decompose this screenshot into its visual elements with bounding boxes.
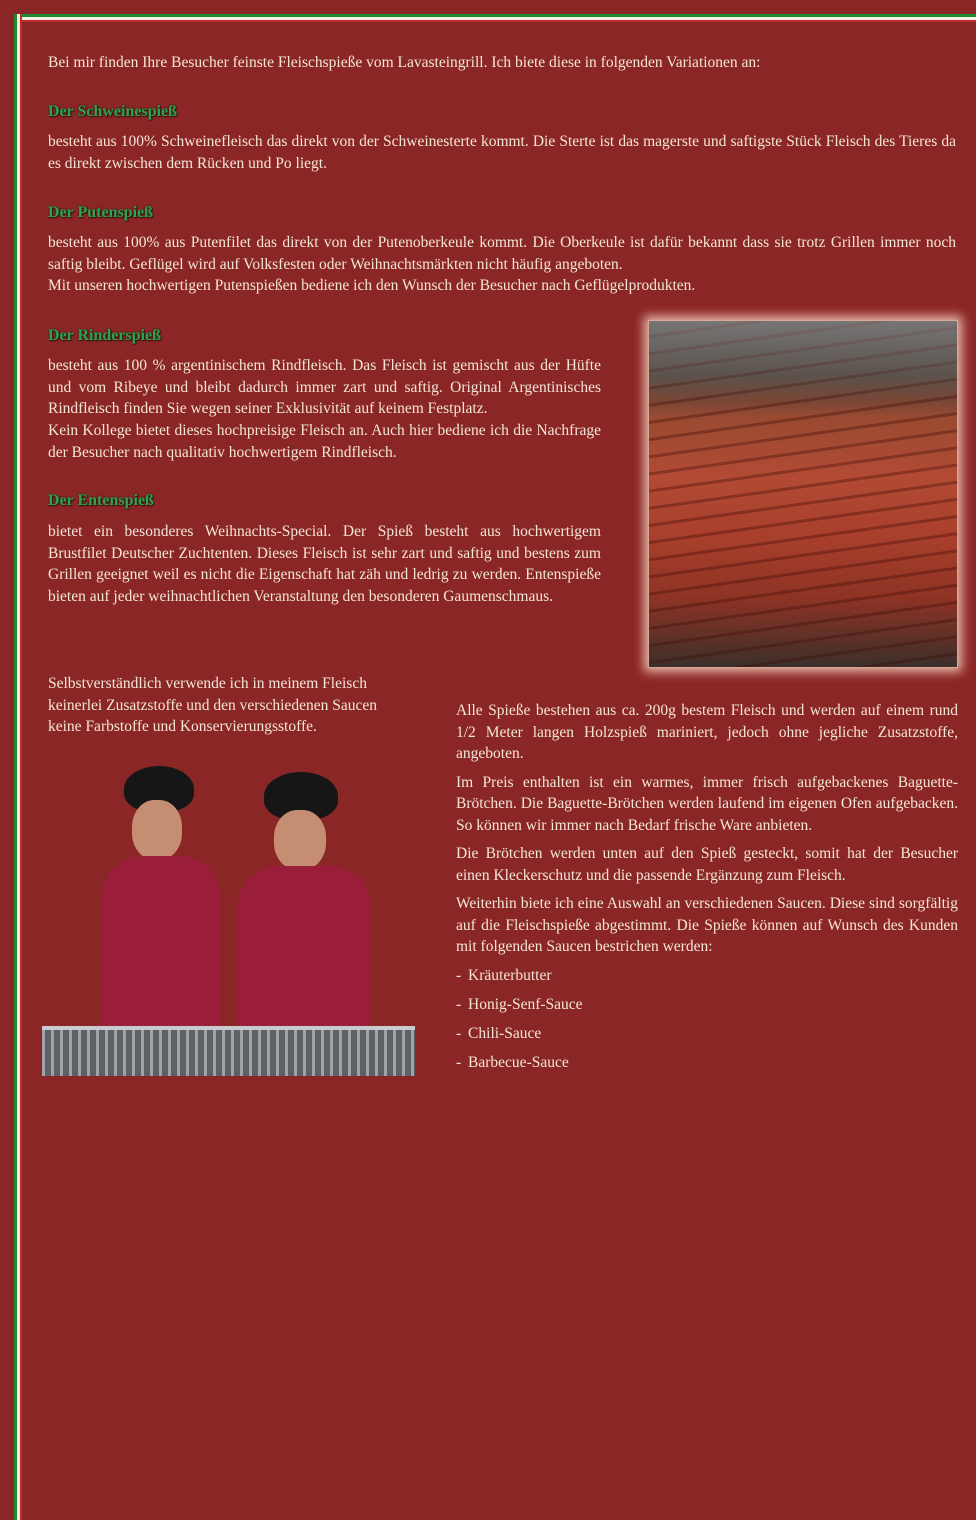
details-paragraph: Weiterhin biete ich eine Auswahl an verschiedenen Saucen. Diese sind sorgfältig auf die Fleischspieße abgestimmt. Die Spieße können auf Wunsch des Kunden mit folgenden Saucen bestrichen werden: — [456, 895, 958, 955]
chefs-photo — [42, 760, 415, 1072]
text-rinderspiess: besteht aus 100 % argentinischem Rindfleisch. Das Fleisch ist gemischt aus der Hüfte und vom Ribeye und bleibt dadurch immer zart und saftig. Original Argentinisches Rindfleisch finden Sie wegen seiner Exklusivität auf keinem Festplatz. — [48, 357, 601, 417]
details-paragraph: Alle Spieße bestehen aus ca. 200g bestem Fleisch und werden auf einem rund 1/2 Meter langen Holzspieß mariniert, jedoch ohne jegliche Zusatzstoffe, angeboten. — [456, 702, 958, 762]
list-item: - Honig-Senf-Sauce — [456, 994, 958, 1016]
skewers-grill-photo — [648, 320, 958, 668]
text-putenspiess-2: Mit unseren hochwertigen Putenspießen bediene ich den Wunsch der Besucher nach Geflügelprodukten. — [48, 277, 696, 294]
sauce-list — [456, 965, 958, 1074]
flag-border-left — [0, 14, 22, 1520]
grill-rack — [42, 1026, 415, 1076]
details-paragraph: Die Brötchen werden unten auf den Spieß gesteckt, somit hat der Besucher einen Kleckerschutz und die passende Ergänzung zum Fleisch. — [456, 845, 958, 884]
details-column — [456, 700, 958, 1081]
list-item: - Kräuterbutter — [456, 965, 958, 987]
list-item: - Barbecue-Sauce — [456, 1052, 958, 1074]
intro-text: Bei mir finden Ihre Besucher feinste Fleischspieße vom Lavasteingrill. Ich biete diese in folgenden Variationen an: — [48, 54, 761, 71]
text-rinderspiess-2: Kein Kollege bietet dieses hochpreisige Fleisch an. Auch hier bediene ich die Nachfrage der Besucher nach qualitativ hochwertigem Rindfleisch. — [48, 422, 601, 461]
text-putenspiess: besteht aus 100% aus Putenfilet das direkt von der Putenoberkeule kommt. Die Oberkeule ist dafür bekannt dass sie trotz Grillen immer noch saftig bleibt. Geflügel wird auf Volksfesten oder Weihnachtsmärkten nicht häufig angeboten. — [48, 234, 956, 273]
heading-putenspiess: Der Putenspieß — [48, 204, 154, 221]
heading-rinderspiess: Der Rinderspieß — [48, 327, 162, 344]
heading-schweinespiess: Der Schweinespieß — [48, 103, 178, 120]
list-item: - Chili-Sauce — [456, 1023, 958, 1045]
additives-note: Selbstverständlich verwende ich in meinem Fleisch keinerlei Zusatzstoffe und den verschiedenen Saucen keine Farbstoffe und Konservierungsstoffe. — [48, 675, 377, 735]
text-schweinespiess: besteht aus 100% Schweinefleisch das direkt von der Schweinesterte kommt. Die Sterte ist das magerste und saftigste Stück Fleisch des Tieres da es direkt zwischen dem Rücken und Po liegt. — [48, 133, 956, 172]
details-paragraph: Im Preis enthalten ist ein warmes, immer frisch aufgebackenes Baguette-Brötchen. Die Baguette-Brötchen werden laufend im eigenen Ofen aufgebacken. So können wir immer nach Bedarf frische Ware anbieten. — [456, 773, 958, 834]
flag-border-top — [14, 0, 976, 22]
text-entenspiess: bietet ein besonderes Weihnachts-Special. Der Spieß besteht aus hochwertigem Brustfilet Deutscher Zuchtenten. Dieses Fleisch ist sehr zart und saftig und bestens zum Grillen geeignet weil es nicht die Eigenschaft hat zäh und ledrig zu werden. Entenspieße bieten auf jeder weihnachtlichen Veranstaltung den besonderen Gaumenschmaus. — [48, 523, 601, 605]
heading-entenspiess: Der Entenspieß — [48, 492, 154, 509]
